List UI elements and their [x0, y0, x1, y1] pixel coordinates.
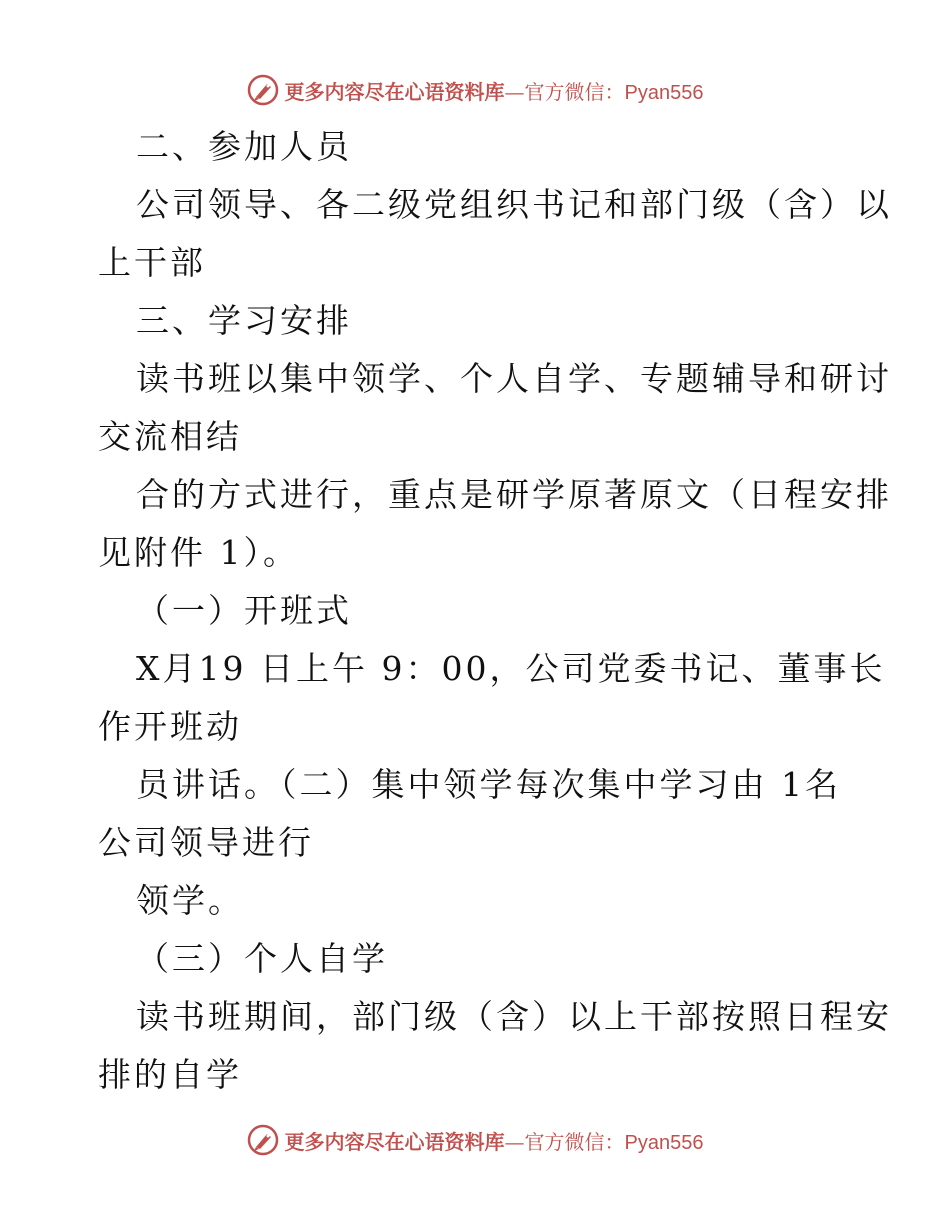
paragraph-line: 领学。	[136, 881, 244, 920]
paragraph-line: X月19 日上午 9：00，公司党委书记、董事长	[136, 649, 886, 688]
footer-dash: —	[504, 1129, 525, 1154]
document-body	[98, 118, 892, 1104]
footer-brand: 更多内容尽在心语资料库	[284, 1129, 505, 1154]
footer-banner-text	[285, 1126, 704, 1155]
header-banner	[0, 70, 950, 110]
subsection-heading-self-study: （三）个人自学	[136, 939, 388, 978]
paragraph-line: 读书班以集中领学、个人自学、专题辅导和研讨	[136, 359, 892, 398]
header-banner-text	[285, 76, 704, 105]
footer-banner	[0, 1120, 950, 1160]
section-heading-arrangement: 三、学习安排	[136, 301, 352, 340]
pen-nib-logo-icon	[247, 74, 279, 106]
section-heading-participants: 二、参加人员	[136, 127, 352, 166]
pen-nib-logo-icon	[247, 1124, 279, 1156]
header-brand: 更多内容尽在心语资料库	[284, 79, 505, 104]
paragraph-line: 作开班动	[98, 707, 242, 746]
paragraph-line: 合的方式进行，重点是研学原著原文（日程安排	[136, 475, 892, 514]
paragraph-line: 交流相结	[98, 417, 242, 456]
paragraph-line: 读书班期间，部门级（含）以上干部按照日程安	[136, 997, 892, 1036]
footer-wechat-label: 官方微信：	[524, 1129, 625, 1154]
header-wechat-id: Pyan556	[624, 81, 704, 104]
paragraph-line: 上干部	[98, 243, 206, 282]
footer-banner-inner	[247, 1124, 704, 1156]
paragraph-line: 公司领导进行	[98, 823, 314, 862]
header-dash: —	[504, 79, 525, 104]
paragraph-line: 见附件 1）。	[98, 533, 299, 572]
paragraph-line: 员讲话。（二）集中领学每次集中学习由 1名	[136, 765, 841, 804]
paragraph-line: 公司领导、各二级党组织书记和部门级（含）以	[136, 185, 892, 224]
paragraph-line: 排的自学	[98, 1055, 242, 1094]
footer-wechat-id: Pyan556	[624, 1131, 704, 1154]
header-banner-inner	[247, 74, 704, 106]
header-wechat-label: 官方微信：	[524, 79, 625, 104]
subsection-heading-opening: （一）开班式	[136, 591, 352, 630]
